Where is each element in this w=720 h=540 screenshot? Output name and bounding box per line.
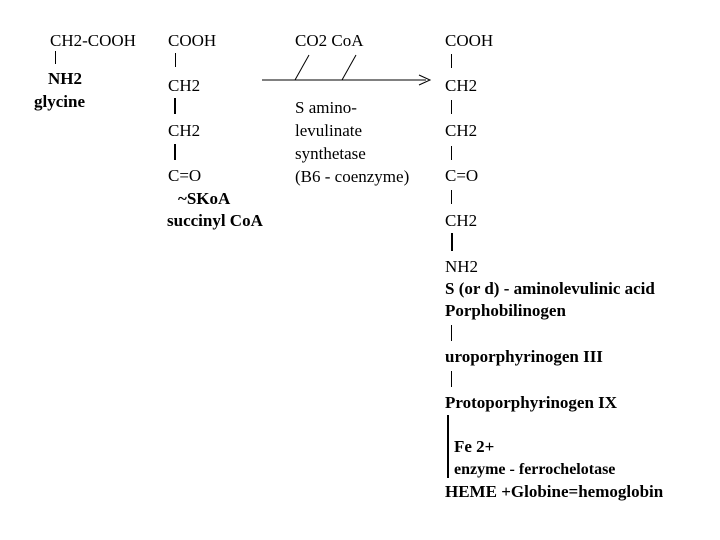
pathway-step-2: uroporphyrinogen III (445, 347, 603, 366)
glycine-name: glycine (34, 92, 85, 111)
pathway-bond-3 (447, 415, 449, 478)
product-name: S (or d) - aminolevulinic acid (445, 279, 655, 298)
product-bond-4 (451, 190, 452, 204)
enzyme-line-1: S amino- (295, 98, 357, 117)
enzyme-line-3: synthetase (295, 144, 366, 163)
product-bond-2 (451, 100, 452, 114)
glycine-formula: CH2-COOH (50, 31, 136, 50)
pathway-bond-2 (451, 371, 452, 387)
pathway-bond-1 (451, 325, 452, 341)
succinyl-name: succinyl CoA (167, 211, 263, 230)
product-bond-1 (451, 54, 452, 68)
product-line-3: CH2 (445, 121, 478, 140)
product-line-4: C=O (445, 166, 479, 185)
product-line-5: CH2 (445, 211, 478, 230)
glycine-amine: NH2 (48, 69, 82, 88)
pathway-final: HEME +Globine=hemoglobin (445, 482, 664, 501)
product-bond-5 (451, 233, 453, 251)
succinyl-line-1: COOH (168, 31, 217, 50)
succinyl-line-3: CH2 (168, 121, 201, 140)
product-bond-3 (451, 146, 452, 160)
product-line-2: CH2 (445, 76, 478, 95)
succinyl-line-4: C=O (168, 166, 202, 185)
product-line-1: COOH (445, 31, 494, 50)
product-line-6: NH2 (445, 257, 479, 276)
succinyl-line-5: ~SKoA (178, 189, 231, 208)
pathway-cofactor: Fe 2+ (454, 437, 495, 456)
pathway-enzyme: enzyme - ferrochelotase (454, 461, 616, 478)
enzyme-line-2: levulinate (295, 121, 363, 140)
succinyl-line-2: CH2 (168, 76, 201, 95)
reaction-byproducts: CO2 CoA (295, 31, 364, 50)
enzyme-line-4: (B6 - coenzyme) (295, 167, 410, 186)
pathway-step-1: Porphobilinogen (445, 301, 566, 320)
pathway-step-3: Protoporphyrinogen IX (445, 393, 618, 412)
